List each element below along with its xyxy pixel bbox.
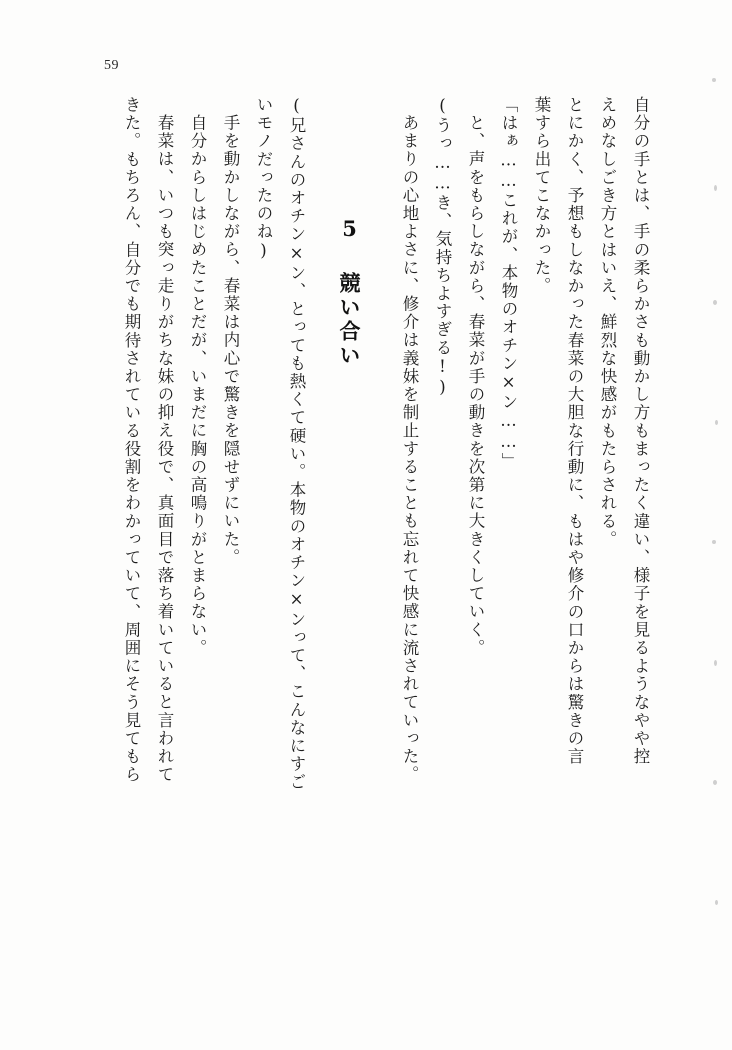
text-column: きた。もちろん、自分でも期待されている役割をわかっていて、周囲にそう見てもら (122, 96, 141, 784)
scan-speckle (712, 540, 716, 544)
section-spacer (364, 96, 384, 956)
text-column: 自分の手とは、手の柔らかさも動かし方もまったく違い、様子を見るようなやや控 (631, 96, 650, 766)
text-column: (兄さんのオチン×ン、とっても熱くて硬い。本物のオチン×ンって、こんなにすご (287, 96, 306, 792)
text-column: とにかく、予想もしなかった春菜の大胆な行動に、もはや修介の口からは驚きの言 (565, 96, 584, 766)
text-column: 自分からしはじめたことだが、いまだに胸の高鳴りがとまらない。 (188, 114, 207, 657)
text-column: 春菜は、いつも突っ走りがちな妹の抑え役で、真面目で落ち着いていると言われて (155, 114, 174, 784)
vertical-text-body (88, 96, 648, 956)
text-column: あまりの心地よさに、修介は義妹を制止することも忘れて快感に流されていった。 (400, 114, 419, 784)
text-column: (うっ……き、気持ちよすぎる!) (433, 96, 452, 399)
text-column: 葉すら出てこなかった。 (532, 96, 551, 296)
page-number: 59 (104, 58, 119, 73)
text-column: と、声をもらしながら、春菜が手の動きを次第に大きくしていく。 (466, 114, 485, 657)
text-column: えめなしごき方とはいえ、鮮烈な快感がもたらされる。 (598, 96, 617, 549)
scan-speckle (715, 420, 718, 425)
section-heading: 5 競い合い (337, 216, 362, 368)
section-spacer (304, 96, 324, 956)
scan-speckle (712, 78, 716, 82)
scan-speckle (713, 300, 717, 305)
scan-speckle (714, 660, 717, 666)
text-column: 手を動かしながら、春菜は内心で驚きを隠せずにいた。 (221, 114, 240, 567)
text-column: いモノだったのね) (254, 96, 273, 262)
scan-speckle (715, 900, 718, 905)
text-column: 「はぁ……これが、本物のオチン×ン……」 (499, 96, 518, 471)
scan-speckle (713, 780, 717, 785)
scan-speckle (714, 185, 717, 191)
